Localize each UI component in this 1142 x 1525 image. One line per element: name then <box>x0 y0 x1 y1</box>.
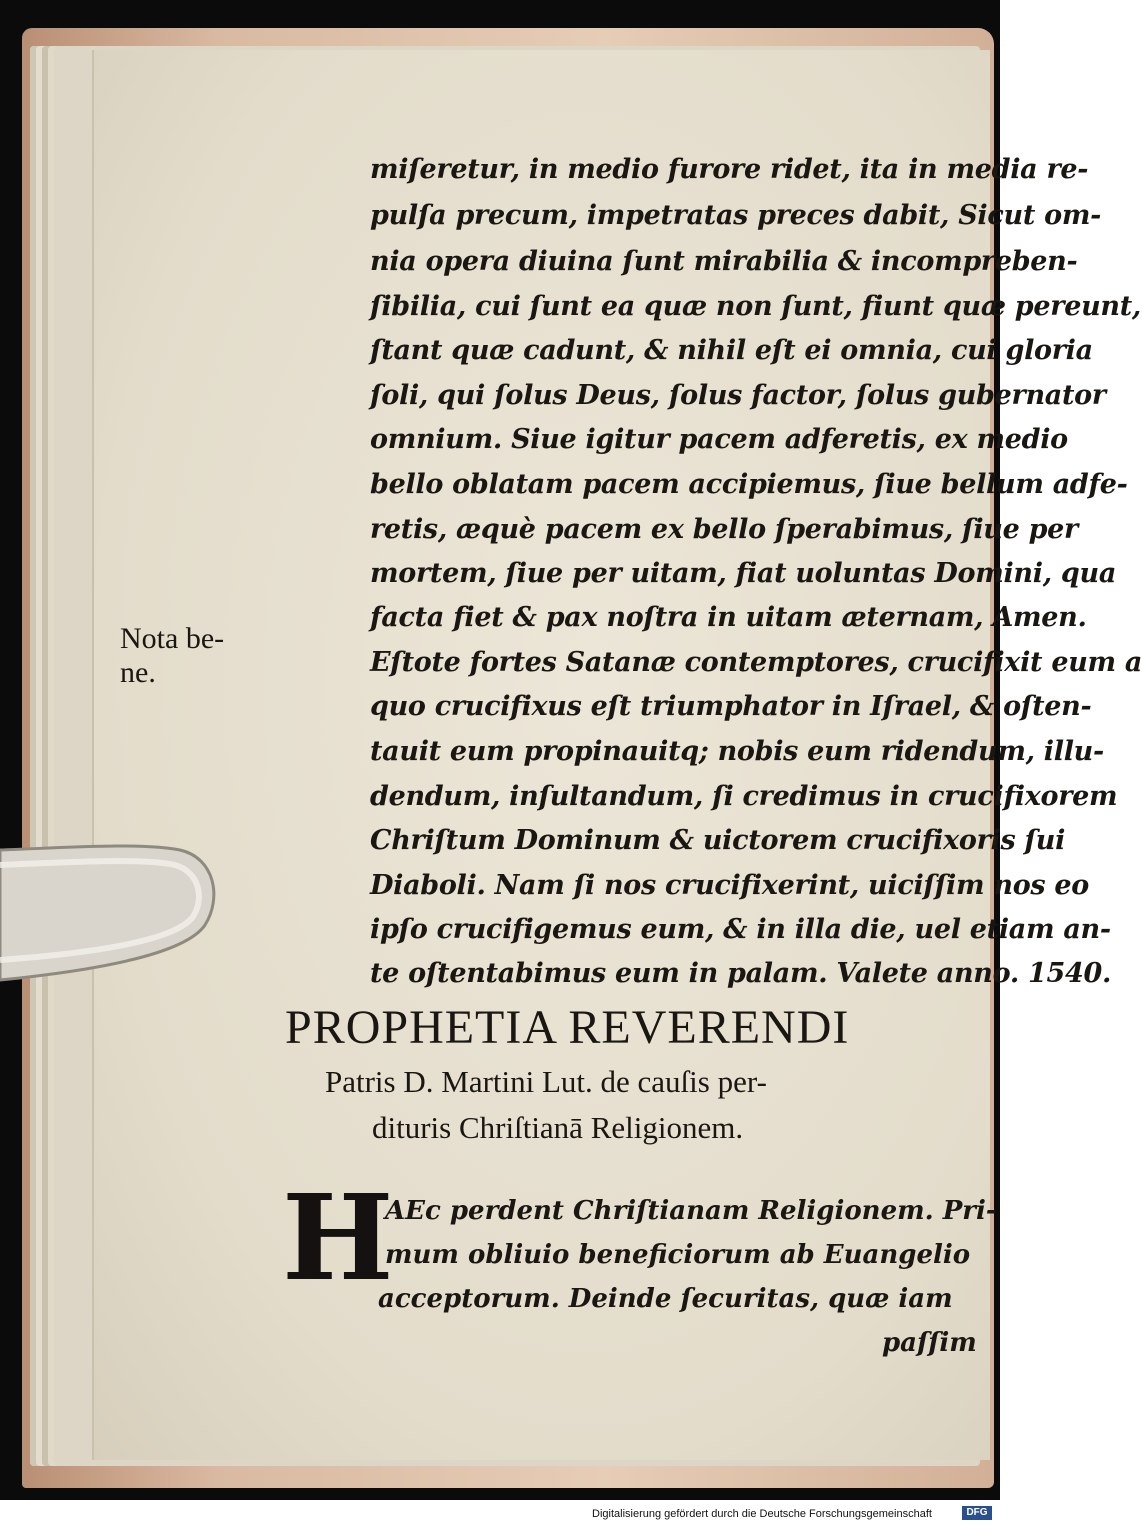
dfg-logo: DFG <box>962 1506 992 1520</box>
text-line: nia opera diuina ſunt mirabilia & incompreben- <box>370 246 1078 277</box>
text-line: ſtant quæ cadunt, & nihil eſt ei omnia, cui gloria <box>370 335 1093 366</box>
text-line: ſoli, qui ſolus Deus, ſolus factor, ſolus gubernator <box>370 380 1106 411</box>
book-clip <box>0 820 235 1000</box>
text-line: Diaboli. Nam ſi nos crucifixerint, uiciſſim nos eo <box>370 870 1090 901</box>
footer-credit: Digitalisierung gefördert durch die Deutsche Forschungsgemeinschaft <box>592 1508 932 1520</box>
section-subheading: dituris Chriſtianā Religionem. <box>372 1110 744 1145</box>
text-line: Eſtote fortes Satanæ contemptores, crucifixit eum a <box>370 647 1142 678</box>
text-line: ipſo crucifigemus eum, & in illa die, uel etiam an- <box>370 914 1111 945</box>
margin-note: ne. <box>120 656 156 689</box>
text-line: facta fiet & pax noſtra in uitam æternam, Amen. <box>370 602 1087 633</box>
text-line: AEc perdent Chriſtianam Religionem. Pri- <box>385 1196 997 1226</box>
text-line: tauit eum propinauitq; nobis eum ridendum, illu- <box>370 736 1104 767</box>
section-heading: PROPHETIA REVERENDI <box>285 1001 850 1054</box>
text-line: ſibilia, cui ſunt ea quæ non ſunt, fiunt quæ pereunt, <box>370 291 1142 322</box>
section-subheading: Patris D. Martini Lut. de cauſis per- <box>325 1064 767 1099</box>
text-line: Chriſtum Dominum & uictorem crucifixoris ſui <box>370 825 1066 856</box>
text-line: mortem, ſiue per uitam, fiat uoluntas Domini, qua <box>370 558 1117 589</box>
text-line: te oſtentabimus eum in palam. Valete anno. 1540. <box>370 958 1112 989</box>
text-line: omnium. Siue igitur pacem adferetis, ex medio <box>370 424 1068 455</box>
text-line: dendum, inſultandum, ſi credimus in crucifixorem <box>370 781 1118 812</box>
text-line: bello oblatam pacem accipiemus, ſiue bellum adfe- <box>370 469 1128 500</box>
text-line: mum obliuio beneficiorum ab Euangelio <box>385 1240 971 1270</box>
text-line: acceptorum. Deinde ſecuritas, quæ iam <box>378 1284 953 1314</box>
margin-note: Nota be- <box>120 622 225 655</box>
text-line: retis, æquè pacem ex bello ſperabimus, ſiue per <box>370 514 1078 545</box>
text-line: pulſa precum, impetratas preces dabit, Sicut om- <box>370 200 1102 231</box>
text-line: miſeretur, in medio furore ridet, ita in media re- <box>370 154 1089 185</box>
text-line: paſſim <box>882 1328 977 1358</box>
text-line: quo crucifixus eſt triumphator in Iſrael, & oſten- <box>370 691 1092 722</box>
drop-cap: H <box>282 1168 394 1307</box>
